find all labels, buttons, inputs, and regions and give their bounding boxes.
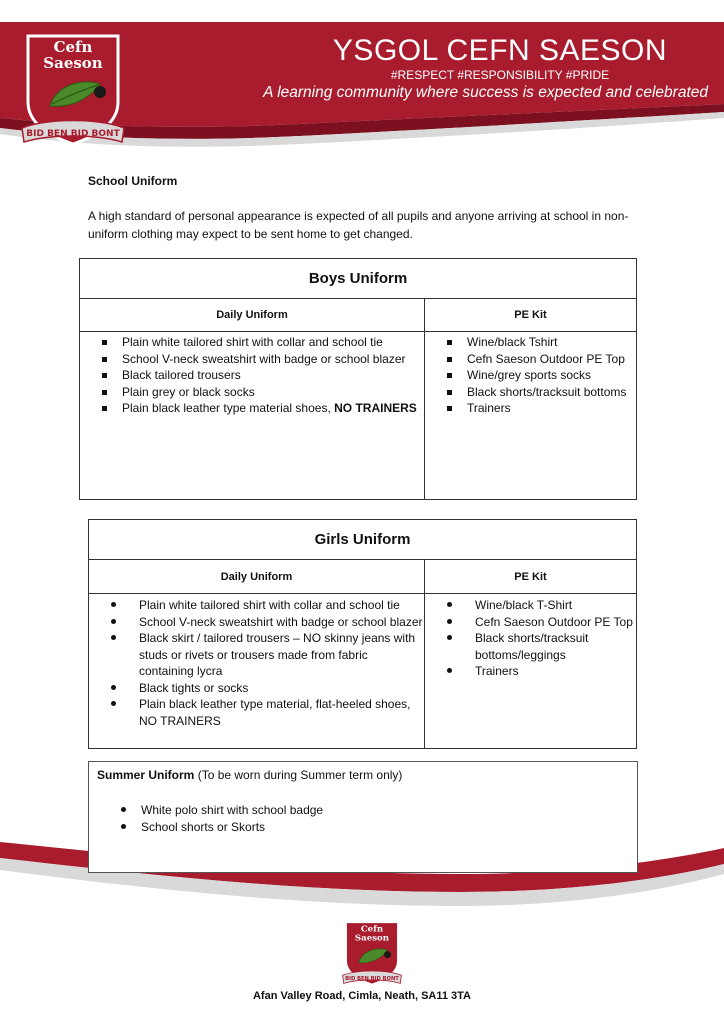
list-item: Black shorts/tracksuit bottoms [425, 384, 636, 401]
list-item: Black skirt / tailored trousers – NO skinny jeans with studs or rivets or trousers made from fabric containing lycra [89, 630, 424, 680]
boys-pe-header: PE Kit [425, 299, 637, 332]
list-item: Wine/grey sports socks [425, 367, 636, 384]
girls-daily-list [89, 597, 424, 729]
summer-uniform-list [99, 802, 323, 835]
footer-crest-logo [340, 920, 404, 988]
list-item: School V-neck sweatshirt with badge or school blazer [89, 614, 424, 631]
svg-text:Cefn: Cefn [53, 38, 93, 56]
list-item: Black shorts/tracksuit bottoms/leggings [425, 630, 636, 663]
list-item: Black tailored trousers [80, 367, 424, 384]
school-crest-logo [18, 32, 128, 150]
list-item: Plain white tailored shirt with collar and school tie [80, 334, 424, 351]
summer-uniform-title [97, 768, 402, 782]
boys-daily-cell [80, 332, 425, 500]
summer-uniform-note: (To be worn during Summer term only) [194, 768, 403, 782]
school-hashtags: #RESPECT #RESPONSIBILITY #PRIDE [390, 68, 610, 82]
list-item: Plain grey or black socks [80, 384, 424, 401]
list-item: School shorts or Skorts [99, 819, 323, 836]
list-item [80, 400, 424, 417]
list-item: Trainers [425, 400, 636, 417]
no-trainers-emphasis: NO TRAINERS [334, 401, 417, 415]
boys-daily-list [80, 334, 424, 417]
intro-paragraph: A high standard of personal appearance is expected of all pupils and anyone arriving at school in non-uniform clothing may expect to be sent home to get changed. [88, 209, 629, 241]
school-tagline: A learning community where success is expected and celebrated [263, 84, 708, 101]
girls-uniform-table [88, 519, 637, 749]
list-item: Trainers [425, 663, 636, 680]
boys-daily-header: Daily Uniform [80, 299, 425, 332]
list-item: School V-neck sweatshirt with badge or school blazer [80, 351, 424, 368]
list-item: Wine/black Tshirt [425, 334, 636, 351]
list-item: Cefn Saeson Outdoor PE Top [425, 614, 636, 631]
boys-uniform-caption: Boys Uniform [80, 259, 637, 299]
girls-pe-list [425, 597, 636, 680]
girls-daily-cell [89, 594, 425, 749]
girls-pe-cell [425, 594, 637, 749]
list-item: Black tights or socks [89, 680, 424, 697]
svg-text:BID BEN BID BONT: BID BEN BID BONT [26, 129, 120, 139]
boys-pe-list [425, 334, 636, 417]
list-item-text: Plain black leather type material shoes, [122, 401, 335, 415]
school-name: YSGOL CEFN SAESON [332, 34, 668, 67]
svg-text:Cefn: Cefn [360, 924, 384, 935]
summer-uniform-heading: Summer Uniform [97, 768, 195, 782]
list-item: Plain black leather type material, flat-heeled shoes, NO TRAINERS [89, 696, 424, 729]
girls-pe-header: PE Kit [425, 560, 637, 594]
svg-text:Saeson: Saeson [43, 54, 103, 72]
list-item: Plain white tailored shirt with collar and school tie [89, 597, 424, 614]
page-title: School Uniform [88, 174, 178, 188]
summer-uniform-box [88, 761, 638, 873]
svg-text:BID BEN BID BONT: BID BEN BID BONT [345, 975, 399, 982]
svg-text:Saeson: Saeson [354, 933, 390, 944]
footer-address: Afan Valley Road, Cimla, Neath, SA11 3TA [252, 990, 472, 1002]
list-item: Wine/black T-Shirt [425, 597, 636, 614]
girls-uniform-caption: Girls Uniform [89, 520, 637, 560]
list-item: White polo shirt with school badge [99, 802, 323, 819]
list-item: Cefn Saeson Outdoor PE Top [425, 351, 636, 368]
girls-daily-header: Daily Uniform [89, 560, 425, 594]
boys-pe-cell [425, 332, 637, 500]
boys-uniform-table [79, 258, 637, 500]
